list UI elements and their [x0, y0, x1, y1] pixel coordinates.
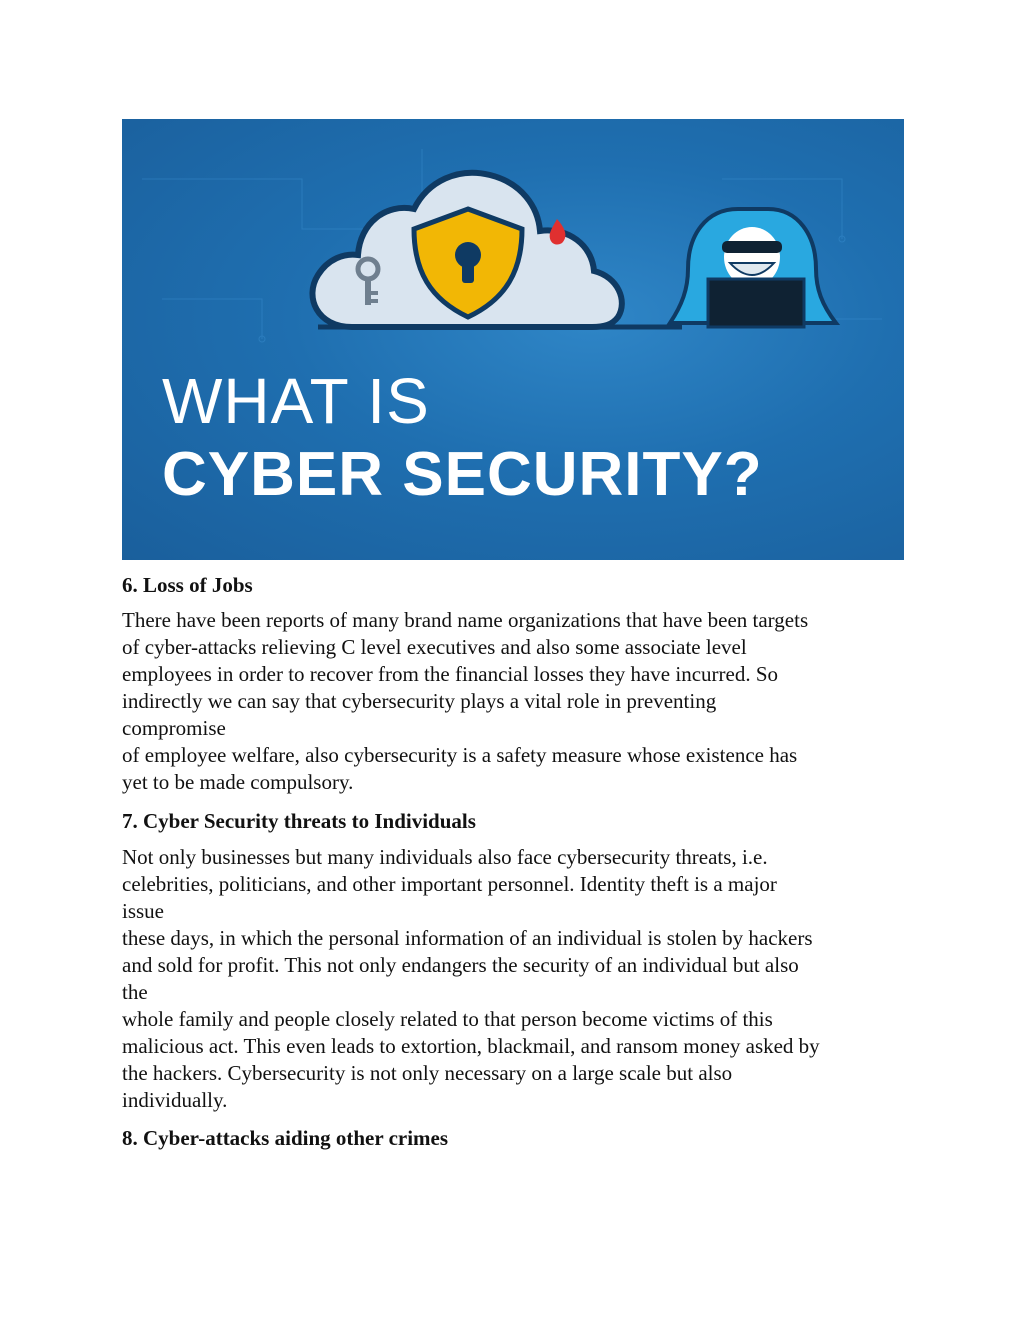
alert-drop-icon — [550, 219, 566, 245]
section-paragraph-threats-to-individuals — [122, 844, 922, 1114]
paragraph-line: Not only businesses but many individuals also face cybersecurity threats, i.e. — [122, 845, 768, 869]
paragraph-line: whole family and people closely related to that person become victims of this — [122, 1007, 773, 1031]
section-heading-attacks-aiding-crimes: 8. Cyber-attacks aiding other crimes — [122, 1126, 449, 1150]
paragraph-line: There have been reports of many brand name organizations that have been targets — [122, 608, 809, 632]
paragraph-line: compromise — [122, 716, 226, 740]
banner-title-line-1: WHAT IS — [162, 365, 430, 437]
paragraph-line: these days, in which the personal information of an individual is stolen by hackers — [122, 926, 813, 950]
laptop-icon — [708, 279, 804, 327]
paragraph-line: indirectly we can say that cybersecurity plays a vital role in preventing — [122, 689, 717, 713]
paragraph-line: malicious act. This even leads to extortion, blackmail, and ransom money asked by — [122, 1034, 820, 1058]
paragraph-line: the — [122, 980, 148, 1004]
paragraph-line: the hackers. Cybersecurity is not only necessary on a large scale but also — [122, 1061, 733, 1085]
paragraph-line: yet to be made compulsory. — [122, 770, 354, 794]
cyber-security-banner-image — [122, 119, 904, 560]
section-heading-loss-of-jobs: 6. Loss of Jobs — [122, 573, 253, 597]
banner-title-line-2: CYBER SECURITY? — [162, 440, 763, 509]
paragraph-line: celebrities, politicians, and other important personnel. Identity theft is a major — [122, 872, 777, 896]
section-heading-threats-to-individuals: 7. Cyber Security threats to Individuals — [122, 809, 476, 833]
paragraph-line: of employee welfare, also cybersecurity is a safety measure whose existence has — [122, 743, 798, 767]
paragraph-line: issue — [122, 899, 164, 923]
paragraph-line: and sold for profit. This not only endangers the security of an individual but also — [122, 953, 799, 977]
section-paragraph-loss-of-jobs — [122, 607, 922, 796]
paragraph-line: of cyber-attacks relieving C level executives and also some associate level — [122, 635, 747, 659]
paragraph-line: individually. — [122, 1088, 228, 1112]
paragraph-line: employees in order to recover from the financial losses they have incurred. So — [122, 662, 779, 686]
